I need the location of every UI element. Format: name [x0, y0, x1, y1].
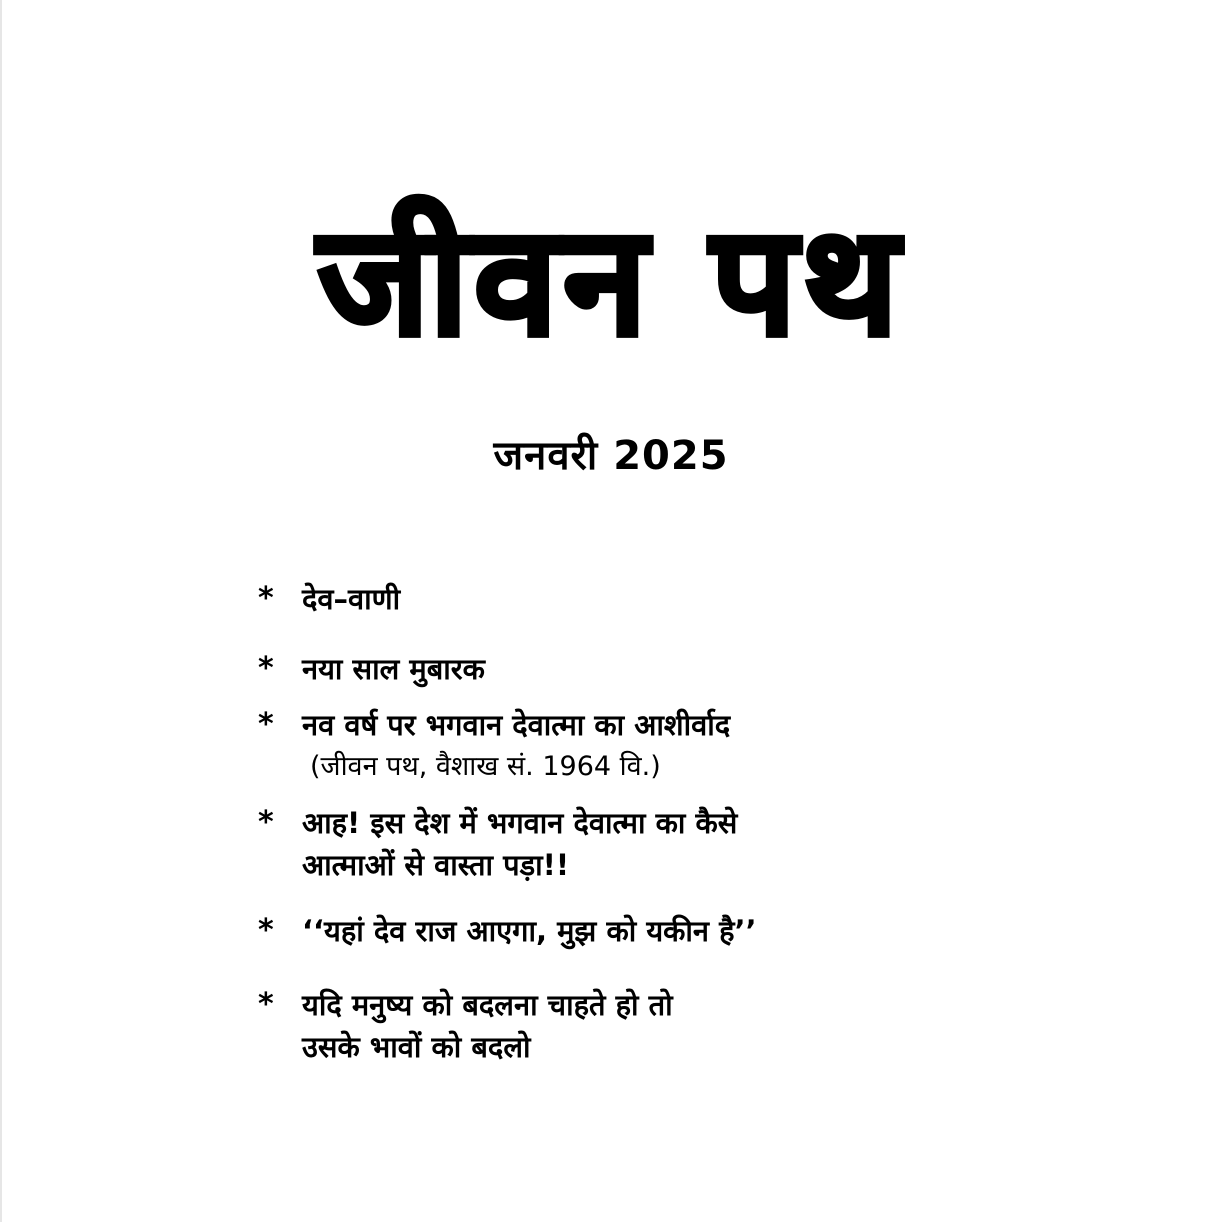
page-edge — [0, 0, 2, 1222]
contents-item — [258, 648, 958, 690]
bullet-asterisk-icon: * — [258, 913, 274, 948]
bullet-asterisk-icon: * — [258, 707, 274, 742]
contents-item-line: उसके भावों को बदलो — [302, 1030, 531, 1064]
contents-item — [258, 802, 958, 886]
contents-item-line: आह! इस देश में भगवान देवात्मा का कैसे — [302, 806, 738, 840]
bullet-asterisk-icon: * — [258, 581, 274, 616]
contents-item — [258, 984, 958, 1068]
contents-item — [258, 704, 958, 788]
contents-item-line: यदि मनुष्य को बदलना चाहते हो तो — [302, 988, 673, 1022]
magazine-title: जीवन पथ — [317, 195, 905, 369]
contents-item-source-note: (जीवन पथ, वैशाख सं. 1964 वि.) — [310, 751, 661, 782]
issue-date: जनवरी 2025 — [493, 433, 729, 479]
contents-item — [258, 910, 958, 952]
bullet-asterisk-icon: * — [258, 987, 274, 1022]
contents-item-line: आत्माओं से वास्ता पड़ा!! — [302, 848, 570, 882]
contents-item-line: देव–वाणी — [302, 582, 401, 616]
contents-item — [258, 578, 958, 620]
contents-item-line: ‘‘यहां देव राज आएगा, मुझ को यकीन है’’ — [302, 914, 757, 948]
contents-list — [258, 578, 958, 1068]
bullet-asterisk-icon: * — [258, 651, 274, 686]
contents-item-line: नव वर्ष पर भगवान देवात्मा का आशीर्वाद — [302, 708, 731, 742]
bullet-asterisk-icon: * — [258, 805, 274, 840]
contents-item-line: नया साल मुबारक — [302, 652, 485, 686]
